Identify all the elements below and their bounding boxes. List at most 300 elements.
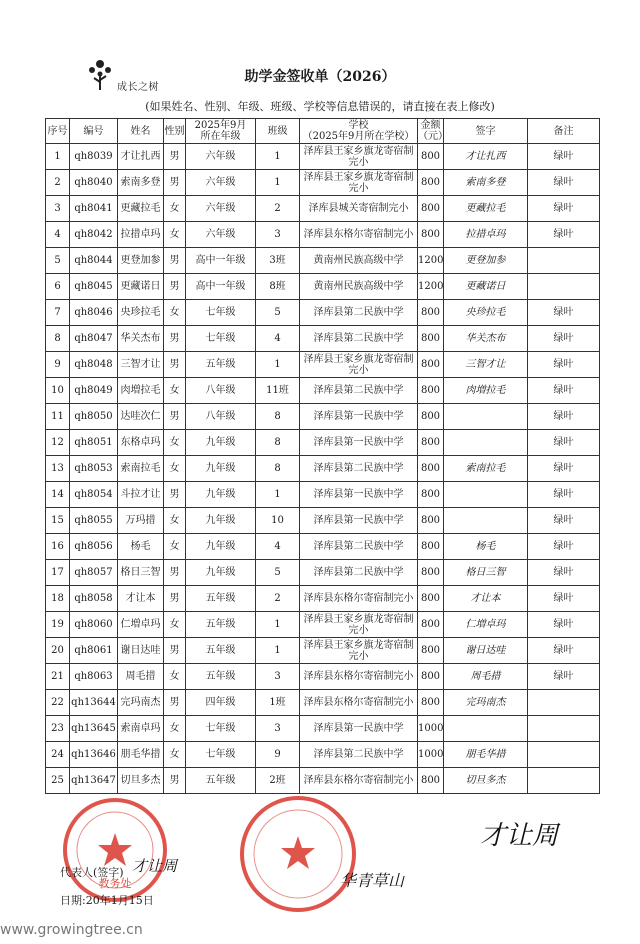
cell-amount: 800 <box>418 378 444 404</box>
cell-note: 绿叶 <box>528 352 600 378</box>
table-row <box>46 768 600 794</box>
cell-signature: 央珍拉毛 <box>444 300 528 326</box>
cell-seq: 9 <box>46 352 70 378</box>
cell-signature: 更藏诺日 <box>444 274 528 300</box>
cell-seq: 16 <box>46 534 70 560</box>
cell-seq: 14 <box>46 482 70 508</box>
cell-school: 泽库县第一民族中学 <box>300 716 418 742</box>
cell-seq: 24 <box>46 742 70 768</box>
cell-id: qh8056 <box>70 534 118 560</box>
cell-class: 1 <box>256 352 300 378</box>
cell-signature: 周毛措 <box>444 664 528 690</box>
cell-name: 华关杰布 <box>118 326 164 352</box>
cell-amount: 800 <box>418 352 444 378</box>
cell-note: 绿叶 <box>528 638 600 664</box>
cell-class: 8班 <box>256 274 300 300</box>
cell-grade: 五年级 <box>186 352 256 378</box>
cell-seq: 8 <box>46 326 70 352</box>
cell-seq: 11 <box>46 404 70 430</box>
cell-class: 11班 <box>256 378 300 404</box>
cell-class: 3 <box>256 222 300 248</box>
cell-id: qh8049 <box>70 378 118 404</box>
table-row <box>46 612 600 638</box>
cell-school: 泽库县王家乡旗龙寄宿制完小 <box>300 612 418 638</box>
cell-grade: 高中一年级 <box>186 274 256 300</box>
cell-note: 绿叶 <box>528 170 600 196</box>
cell-seq: 5 <box>46 248 70 274</box>
left-official-seal <box>60 795 170 905</box>
cell-id: qh8055 <box>70 508 118 534</box>
cell-school: 泽库县东格尔寄宿制完小 <box>300 768 418 794</box>
cell-seq: 20 <box>46 638 70 664</box>
cell-grade: 九年级 <box>186 456 256 482</box>
cell-class: 3 <box>256 664 300 690</box>
cell-name: 更藏诺日 <box>118 274 164 300</box>
cell-amount: 800 <box>418 534 444 560</box>
cell-name: 杨毛 <box>118 534 164 560</box>
cell-amount: 800 <box>418 638 444 664</box>
cell-class: 8 <box>256 404 300 430</box>
cell-class: 2班 <box>256 768 300 794</box>
cell-name: 谢日达哇 <box>118 638 164 664</box>
header-note: 备注 <box>528 119 600 144</box>
cell-note: 绿叶 <box>528 144 600 170</box>
cell-name: 才让本 <box>118 586 164 612</box>
cell-grade: 六年级 <box>186 144 256 170</box>
header-signature: 签字 <box>444 119 528 144</box>
cell-gender: 男 <box>164 768 186 794</box>
cell-id: qh13646 <box>70 742 118 768</box>
header-class: 班级 <box>256 119 300 144</box>
cell-school: 泽库县第二民族中学 <box>300 742 418 768</box>
header-grade-line2: 所在年级 <box>200 131 241 142</box>
cell-id: qh8053 <box>70 456 118 482</box>
cell-id: qh8048 <box>70 352 118 378</box>
cell-name: 格日三智 <box>118 560 164 586</box>
date-prefix: 日期:20 <box>60 894 100 907</box>
table-row <box>46 534 600 560</box>
cell-gender: 男 <box>164 274 186 300</box>
cell-id: qh8039 <box>70 144 118 170</box>
cell-grade: 六年级 <box>186 196 256 222</box>
cell-seq: 13 <box>46 456 70 482</box>
cell-grade: 六年级 <box>186 170 256 196</box>
cell-amount: 800 <box>418 196 444 222</box>
cell-school: 黄南州民族高级中学 <box>300 248 418 274</box>
cell-class: 2 <box>256 196 300 222</box>
cell-id: qh8047 <box>70 326 118 352</box>
header-school-line1: 学校 <box>348 120 369 131</box>
header-seq: 序号 <box>46 119 70 144</box>
cell-note: 绿叶 <box>528 300 600 326</box>
cell-class: 8 <box>256 430 300 456</box>
cell-grade: 高中一年级 <box>186 248 256 274</box>
cell-class: 5 <box>256 300 300 326</box>
cell-seq: 1 <box>46 144 70 170</box>
cell-school: 泽库县第一民族中学 <box>300 482 418 508</box>
cell-class: 1 <box>256 170 300 196</box>
cell-note <box>528 716 600 742</box>
cell-gender: 女 <box>164 742 186 768</box>
cell-signature <box>444 482 528 508</box>
table-row <box>46 144 600 170</box>
table-row <box>46 690 600 716</box>
cell-amount: 800 <box>418 222 444 248</box>
cell-school: 泽库县王家乡旗龙寄宿制完小 <box>300 170 418 196</box>
cell-note: 绿叶 <box>528 612 600 638</box>
cell-gender: 女 <box>164 222 186 248</box>
cell-school: 泽库县东格尔寄宿制完小 <box>300 690 418 716</box>
cell-class: 2 <box>256 586 300 612</box>
cell-amount: 1200 <box>418 248 444 274</box>
cell-id: qh8058 <box>70 586 118 612</box>
cell-id: qh8050 <box>70 404 118 430</box>
cell-grade: 五年级 <box>186 638 256 664</box>
cell-grade: 九年级 <box>186 508 256 534</box>
cell-seq: 4 <box>46 222 70 248</box>
cell-id: qh8054 <box>70 482 118 508</box>
table-row <box>46 196 600 222</box>
cell-note: 绿叶 <box>528 664 600 690</box>
table-row <box>46 378 600 404</box>
cell-class: 1 <box>256 612 300 638</box>
cell-signature <box>444 508 528 534</box>
header-amount-line2: （元） <box>418 131 448 142</box>
cell-gender: 女 <box>164 430 186 456</box>
cell-amount: 800 <box>418 560 444 586</box>
cell-note: 绿叶 <box>528 586 600 612</box>
cell-signature: 索南拉毛 <box>444 456 528 482</box>
cell-name: 朋毛华措 <box>118 742 164 768</box>
cell-school: 泽库县第二民族中学 <box>300 534 418 560</box>
cell-amount: 800 <box>418 326 444 352</box>
cell-note <box>528 248 600 274</box>
cell-grade: 九年级 <box>186 560 256 586</box>
cell-signature: 才让扎西 <box>444 144 528 170</box>
cell-note <box>528 274 600 300</box>
cell-amount: 1200 <box>418 274 444 300</box>
cell-name: 万玛措 <box>118 508 164 534</box>
cell-seq: 18 <box>46 586 70 612</box>
cell-school: 泽库县城关寄宿制完小 <box>300 196 418 222</box>
cell-grade: 八年级 <box>186 404 256 430</box>
cell-gender: 男 <box>164 404 186 430</box>
cell-note: 绿叶 <box>528 404 600 430</box>
cell-name: 完玛南杰 <box>118 690 164 716</box>
cell-amount: 800 <box>418 456 444 482</box>
cell-signature: 三智才让 <box>444 352 528 378</box>
cell-seq: 6 <box>46 274 70 300</box>
cell-grade: 七年级 <box>186 716 256 742</box>
table-row <box>46 716 600 742</box>
cell-seq: 2 <box>46 170 70 196</box>
cell-name: 才让扎西 <box>118 144 164 170</box>
cell-id: qh8042 <box>70 222 118 248</box>
cell-name: 东格卓玛 <box>118 430 164 456</box>
cell-class: 4 <box>256 326 300 352</box>
cell-amount: 800 <box>418 482 444 508</box>
header-name: 姓名 <box>118 119 164 144</box>
website-watermark: www.growingtree.cn <box>0 922 143 938</box>
table-row <box>46 638 600 664</box>
cell-signature: 肉増拉毛 <box>444 378 528 404</box>
cell-grade: 五年级 <box>186 768 256 794</box>
cell-seq: 3 <box>46 196 70 222</box>
cell-class: 5 <box>256 560 300 586</box>
cell-amount: 800 <box>418 404 444 430</box>
cell-school: 泽库县王家乡旗龙寄宿制完小 <box>300 144 418 170</box>
date-rest: 年1月15日 <box>99 894 154 907</box>
cell-name: 索南卓玛 <box>118 716 164 742</box>
cell-gender: 女 <box>164 664 186 690</box>
cell-name: 切旦多杰 <box>118 768 164 794</box>
cell-grade: 六年级 <box>186 222 256 248</box>
cell-amount: 800 <box>418 508 444 534</box>
cell-class: 4 <box>256 534 300 560</box>
cell-note: 绿叶 <box>528 560 600 586</box>
cell-signature: 索南多登 <box>444 170 528 196</box>
cell-amount: 800 <box>418 612 444 638</box>
cell-gender: 男 <box>164 560 186 586</box>
cell-school: 泽库县东格尔寄宿制完小 <box>300 664 418 690</box>
cell-amount: 800 <box>418 690 444 716</box>
cell-class: 3 <box>256 716 300 742</box>
cell-amount: 1000 <box>418 716 444 742</box>
cell-name: 央珍拉毛 <box>118 300 164 326</box>
cell-amount: 800 <box>418 430 444 456</box>
cell-name: 肉増拉毛 <box>118 378 164 404</box>
cell-grade: 七年级 <box>186 300 256 326</box>
header-grade-line1: 2025年9月 <box>194 120 247 131</box>
cell-gender: 女 <box>164 508 186 534</box>
cell-note <box>528 768 600 794</box>
table-row <box>46 352 600 378</box>
table-row <box>46 430 600 456</box>
cell-name: 拉措卓玛 <box>118 222 164 248</box>
cell-school: 泽库县第一民族中学 <box>300 430 418 456</box>
table-row <box>46 586 600 612</box>
cell-amount: 800 <box>418 170 444 196</box>
middle-signature: 华青草山 <box>340 871 405 890</box>
table-row <box>46 170 600 196</box>
table-body <box>46 144 600 794</box>
page-title: 助学金签收单（2026） <box>244 69 396 85</box>
cell-school: 泽库县王家乡旗龙寄宿制完小 <box>300 352 418 378</box>
cell-signature: 切旦多杰 <box>444 768 528 794</box>
cell-class: 1 <box>256 144 300 170</box>
cell-note: 绿叶 <box>528 196 600 222</box>
cell-gender: 女 <box>164 612 186 638</box>
cell-school: 泽库县第一民族中学 <box>300 508 418 534</box>
cell-class: 10 <box>256 508 300 534</box>
cell-gender: 女 <box>164 534 186 560</box>
cell-class: 1 <box>256 638 300 664</box>
cell-grade: 四年级 <box>186 690 256 716</box>
cell-grade: 九年级 <box>186 482 256 508</box>
cell-amount: 800 <box>418 768 444 794</box>
cell-signature: 谢日达哇 <box>444 638 528 664</box>
cell-gender: 女 <box>164 378 186 404</box>
cell-name: 更藏拉毛 <box>118 196 164 222</box>
header-id: 编号 <box>70 119 118 144</box>
cell-note: 绿叶 <box>528 430 600 456</box>
representative-signature: 才让周 <box>132 857 178 875</box>
cell-signature <box>444 430 528 456</box>
cell-name: 更登加参 <box>118 248 164 274</box>
cell-id: qh8063 <box>70 664 118 690</box>
cell-note: 绿叶 <box>528 326 600 352</box>
cell-gender: 男 <box>164 586 186 612</box>
cell-name: 仁増卓玛 <box>118 612 164 638</box>
cell-id: qh13644 <box>70 690 118 716</box>
cell-amount: 800 <box>418 664 444 690</box>
cell-id: qh8040 <box>70 170 118 196</box>
cell-signature: 朋毛华措 <box>444 742 528 768</box>
cell-school: 泽库县王家乡旗龙寄宿制完小 <box>300 638 418 664</box>
table-row <box>46 326 600 352</box>
cell-note: 绿叶 <box>528 222 600 248</box>
cell-school: 泽库县东格尔寄宿制完小 <box>300 222 418 248</box>
cell-gender: 女 <box>164 196 186 222</box>
cell-note: 绿叶 <box>528 456 600 482</box>
cell-grade: 九年级 <box>186 534 256 560</box>
cell-school: 泽库县第二民族中学 <box>300 560 418 586</box>
cell-seq: 22 <box>46 690 70 716</box>
cell-amount: 800 <box>418 300 444 326</box>
cell-seq: 12 <box>46 430 70 456</box>
table-row <box>46 508 600 534</box>
cell-grade: 五年级 <box>186 586 256 612</box>
cell-id: qh8041 <box>70 196 118 222</box>
cell-signature: 仁増卓玛 <box>444 612 528 638</box>
cell-gender: 男 <box>164 690 186 716</box>
cell-signature: 华关杰布 <box>444 326 528 352</box>
cell-note: 绿叶 <box>528 482 600 508</box>
cell-signature: 更登加参 <box>444 248 528 274</box>
cell-school: 泽库县第二民族中学 <box>300 326 418 352</box>
cell-note <box>528 742 600 768</box>
table-row <box>46 274 600 300</box>
cell-signature: 格日三智 <box>444 560 528 586</box>
page-subtitle: (如果姓名、性别、年级、班级、学校等信息错误的，请直接在表上修改) <box>145 100 495 113</box>
header-school-line2: （2025年9月所在学校） <box>302 131 415 142</box>
cell-id: qh8044 <box>70 248 118 274</box>
cell-amount: 1000 <box>418 742 444 768</box>
cell-note: 绿叶 <box>528 378 600 404</box>
header-amount-line1: 金额 <box>420 120 441 131</box>
cell-name: 斗拉才让 <box>118 482 164 508</box>
cell-name: 索南多登 <box>118 170 164 196</box>
cell-seq: 17 <box>46 560 70 586</box>
table-row <box>46 300 600 326</box>
cell-seq: 19 <box>46 612 70 638</box>
cell-name: 索南拉毛 <box>118 456 164 482</box>
cell-seq: 15 <box>46 508 70 534</box>
cell-school: 泽库县第一民族中学 <box>300 404 418 430</box>
cell-gender: 男 <box>164 144 186 170</box>
roster-table <box>45 118 600 794</box>
table-row <box>46 560 600 586</box>
logo-text: 成长之树 <box>117 82 159 93</box>
cell-signature <box>444 404 528 430</box>
representative-label: 代表人(签字) <box>60 866 124 879</box>
date-field <box>60 892 154 908</box>
table-row <box>46 404 600 430</box>
cell-grade: 七年级 <box>186 742 256 768</box>
cell-seq: 23 <box>46 716 70 742</box>
cell-signature: 更藏拉毛 <box>444 196 528 222</box>
cell-gender: 男 <box>164 482 186 508</box>
cell-school: 泽库县东格尔寄宿制完小 <box>300 586 418 612</box>
cell-grade: 七年级 <box>186 326 256 352</box>
cell-grade: 八年级 <box>186 378 256 404</box>
cell-note <box>528 690 600 716</box>
cell-school: 泽库县第二民族中学 <box>300 300 418 326</box>
cell-school: 黄南州民族高级中学 <box>300 274 418 300</box>
cell-id: qh8057 <box>70 560 118 586</box>
table-row <box>46 456 600 482</box>
table-row <box>46 222 600 248</box>
header-row <box>46 119 600 144</box>
cell-school: 泽库县第二民族中学 <box>300 378 418 404</box>
cell-class: 3班 <box>256 248 300 274</box>
cell-name: 三智才让 <box>118 352 164 378</box>
cell-name: 达哇次仁 <box>118 404 164 430</box>
cell-signature: 杨毛 <box>444 534 528 560</box>
cell-id: qh13647 <box>70 768 118 794</box>
header-school <box>300 119 418 144</box>
cell-gender: 男 <box>164 326 186 352</box>
cell-signature: 完玛南杰 <box>444 690 528 716</box>
right-signature: 才让周 <box>480 821 559 851</box>
header-amount <box>418 119 448 144</box>
cell-id: qh8060 <box>70 612 118 638</box>
stamp-left-text: 教务处 <box>98 877 132 890</box>
cell-class: 9 <box>256 742 300 768</box>
cell-id: qh13645 <box>70 716 118 742</box>
cell-class: 1班 <box>256 690 300 716</box>
table-row <box>46 742 600 768</box>
table-row <box>46 482 600 508</box>
cell-note: 绿叶 <box>528 534 600 560</box>
cell-gender: 男 <box>164 248 186 274</box>
cell-seq: 10 <box>46 378 70 404</box>
cell-signature <box>444 716 528 742</box>
cell-seq: 25 <box>46 768 70 794</box>
cell-grade: 九年级 <box>186 430 256 456</box>
header-gender: 性别 <box>164 119 186 144</box>
table-row <box>46 664 600 690</box>
cell-amount: 800 <box>418 144 444 170</box>
cell-seq: 7 <box>46 300 70 326</box>
cell-seq: 21 <box>46 664 70 690</box>
cell-id: qh8061 <box>70 638 118 664</box>
cell-grade: 五年级 <box>186 664 256 690</box>
cell-gender: 男 <box>164 170 186 196</box>
header-grade <box>186 119 256 144</box>
cell-gender: 女 <box>164 300 186 326</box>
cell-school: 泽库县第二民族中学 <box>300 456 418 482</box>
cell-signature: 拉措卓玛 <box>444 222 528 248</box>
center-official-seal <box>236 792 360 916</box>
cell-note: 绿叶 <box>528 508 600 534</box>
cell-id: qh8045 <box>70 274 118 300</box>
cell-gender: 男 <box>164 638 186 664</box>
cell-class: 1 <box>256 482 300 508</box>
cell-gender: 男 <box>164 352 186 378</box>
cell-grade: 五年级 <box>186 612 256 638</box>
cell-id: qh8051 <box>70 430 118 456</box>
